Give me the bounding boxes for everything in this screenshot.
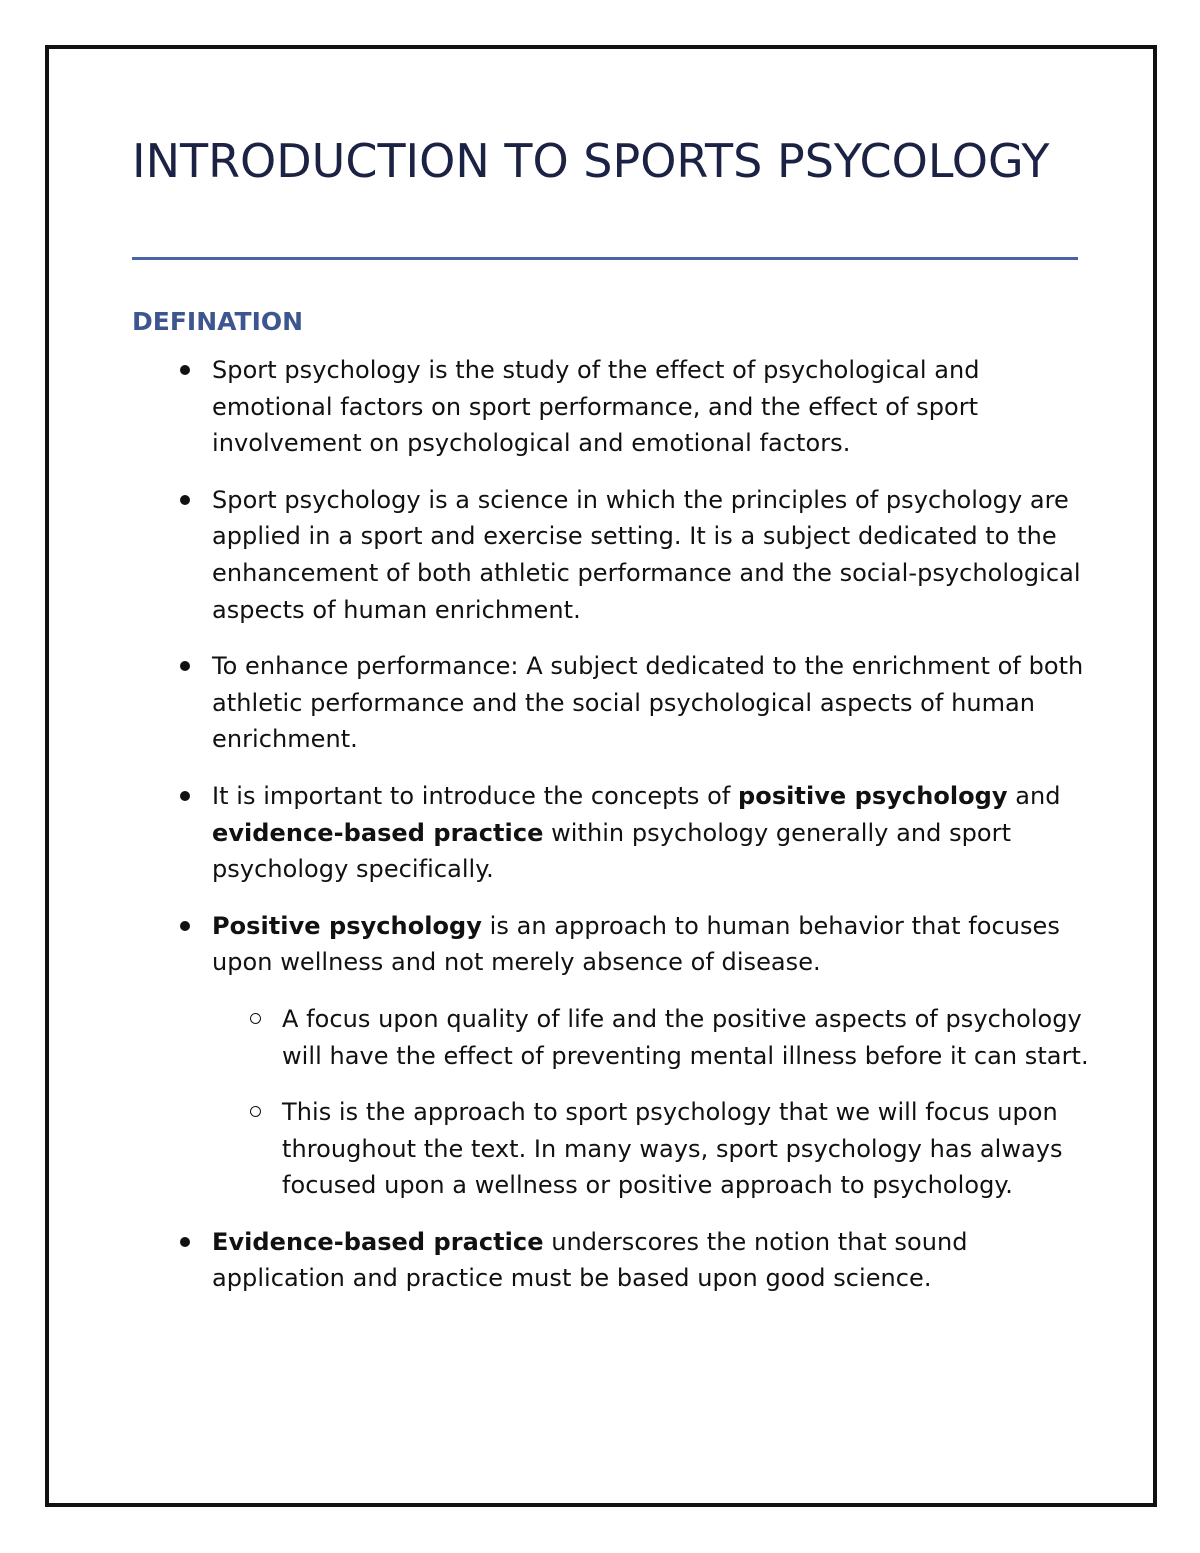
title-underline-rule	[132, 257, 1078, 260]
bold-term-evidence-based-practice: Evidence-based practice	[212, 1227, 544, 1256]
bullet-text: is an approach to human behavior that focuses upon wellness and not merely absence of disease.	[212, 911, 1060, 977]
sub-item-text: A focus upon quality of life and the positive aspects of psychology will have the effect of preventing mental illness before it can start.	[282, 1004, 1089, 1070]
bullet-dot-icon	[180, 791, 190, 801]
list-item	[132, 778, 1092, 888]
bullet-dot-icon	[180, 1237, 190, 1247]
sub-list-item	[210, 1094, 1092, 1204]
hollow-bullet-icon	[250, 1106, 261, 1117]
bullet-text-part: It is important to introduce the concepts of	[212, 781, 739, 810]
bullet-text-part: within psychology generally and sport psychology specifically.	[212, 818, 1012, 884]
bullet-text: Sport psychology is the study of the effect of psychological and emotional factors on sport performance, and the effect of sport involvement on psychological and emotional factors.	[212, 356, 980, 458]
bullet-text: Sport psychology is a science in which the principles of psychology are applied in a sport and exercise setting. It is a subject dedicated to the enhancement of both athletic performance and the social-psychological aspects of human enrichment.	[212, 485, 1081, 624]
definition-bullet-list	[132, 352, 1092, 1297]
list-item	[132, 648, 1092, 758]
sub-item-text: This is the approach to sport psychology that we will focus upon throughout the text. In many ways, sport psychology has always focused upon a wellness or positive approach to psychology.	[282, 1098, 1063, 1200]
bullet-dot-icon	[180, 495, 190, 505]
list-item	[132, 1224, 1092, 1297]
list-item	[132, 482, 1092, 628]
bullet-text: To enhance performance: A subject dedicated to the enrichment of both athletic performance and the social psychological aspects of human enrichment.	[212, 652, 1084, 754]
section-heading-defination: DEFINATION	[132, 307, 304, 336]
bullet-dot-icon	[180, 921, 190, 931]
document-title: INTRODUCTION TO SPORTS PSYCOLOGY	[132, 134, 1050, 188]
bold-term-evidence-based-practice: evidence-based practice	[212, 818, 544, 847]
bullet-text: underscores the notion that sound application and practice must be based upon good science.	[212, 1227, 968, 1293]
bold-term-positive-psychology: Positive psychology	[212, 911, 482, 940]
hollow-bullet-icon	[250, 1013, 261, 1024]
bullet-text-part: and	[1007, 781, 1061, 810]
bold-term-positive-psychology: positive psychology	[738, 781, 1008, 810]
document-body	[132, 352, 1092, 1317]
list-item	[132, 352, 1092, 462]
list-item	[132, 908, 1092, 1204]
bullet-dot-icon	[180, 661, 190, 671]
sub-list-item	[210, 1001, 1092, 1074]
bullet-dot-icon	[180, 365, 190, 375]
positive-psychology-sub-list	[212, 1001, 1092, 1204]
